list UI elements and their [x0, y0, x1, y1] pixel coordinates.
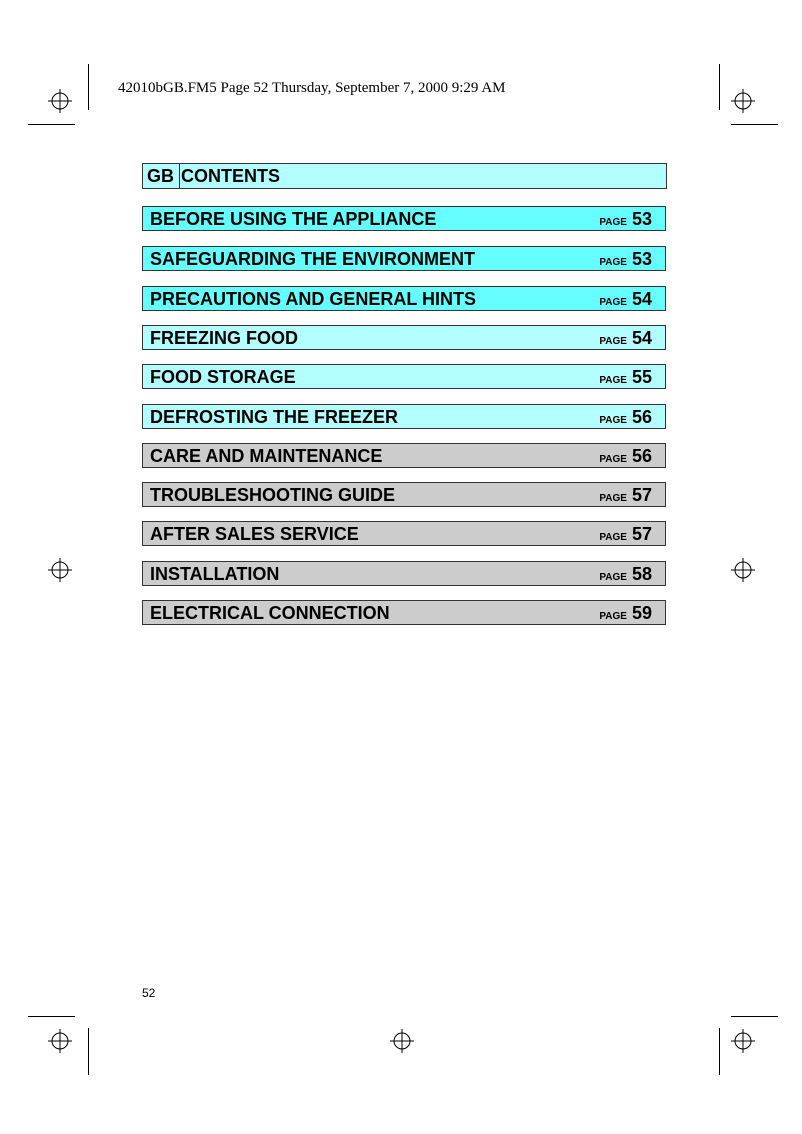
footer-page-number: 52 [142, 986, 156, 1000]
toc-entry-page [599, 484, 652, 510]
registration-mark-icon [731, 558, 755, 582]
toc-entry[interactable] [142, 404, 666, 429]
page-number: 55 [631, 367, 652, 387]
toc-entry-page [599, 563, 652, 589]
toc-entry[interactable] [142, 206, 666, 231]
toc-entry-title: BEFORE USING THE APPLIANCE [150, 209, 437, 229]
toc-entry[interactable] [142, 443, 666, 468]
toc-entry-title: SAFEGUARDING THE ENVIRONMENT [150, 249, 476, 269]
contents-heading-bar [142, 163, 667, 189]
toc-entry[interactable] [142, 600, 666, 625]
crop-mark-top-left-vertical [88, 64, 89, 110]
toc-entry-title: FREEZING FOOD [150, 328, 298, 348]
language-code-box: GB [143, 164, 180, 188]
crop-mark-bottom-right-vertical [719, 1028, 720, 1075]
page-label: PAGE [599, 493, 627, 504]
toc-entry-page [599, 602, 652, 628]
page-number: 56 [631, 446, 652, 466]
toc-entry-page [599, 327, 652, 353]
page-number: 53 [631, 249, 652, 269]
page-label: PAGE [599, 532, 627, 543]
crop-mark-bottom-left-horizontal [28, 1016, 75, 1017]
page-number: 53 [631, 209, 652, 229]
crop-mark-bottom-right-horizontal [731, 1016, 778, 1017]
registration-mark-icon [48, 558, 72, 582]
toc-entry[interactable] [142, 482, 666, 507]
page-number: 58 [631, 564, 652, 584]
registration-mark-icon [390, 1029, 414, 1053]
toc-entry-title: CARE AND MAINTENANCE [150, 446, 383, 466]
toc-entry-title: TROUBLESHOOTING GUIDE [150, 485, 396, 505]
page-number: 56 [631, 407, 652, 427]
toc-entry-title: FOOD STORAGE [150, 367, 296, 387]
registration-mark-icon [48, 1029, 72, 1053]
registration-mark-icon [731, 1029, 755, 1053]
page-number: 54 [631, 328, 652, 348]
page-label: PAGE [599, 572, 627, 583]
page-number: 57 [631, 485, 652, 505]
toc-entry-title: ELECTRICAL CONNECTION [150, 603, 390, 623]
registration-mark-icon [48, 89, 72, 113]
page-label: PAGE [599, 611, 627, 622]
toc-entry[interactable] [142, 246, 666, 271]
toc-entry-page [599, 366, 652, 392]
page-label: PAGE [599, 454, 627, 465]
toc-entry[interactable] [142, 364, 666, 389]
crop-mark-bottom-left-vertical [88, 1028, 89, 1075]
page-number: 57 [631, 524, 652, 544]
page-label: PAGE [599, 375, 627, 386]
page-label: PAGE [599, 217, 627, 228]
toc-entry-page [599, 248, 652, 274]
page-label: PAGE [599, 297, 627, 308]
toc-entry[interactable] [142, 325, 666, 350]
page-number: 54 [631, 289, 652, 309]
toc-entry-title: INSTALLATION [150, 564, 280, 584]
toc-entry-page [599, 523, 652, 549]
toc-entry-page [599, 208, 652, 234]
page-number: 59 [631, 603, 652, 623]
print-header-line: 42010bGB.FM5 Page 52 Thursday, September 7, 2000 9:29 AM [118, 80, 506, 96]
crop-mark-top-right-horizontal [731, 124, 778, 125]
crop-mark-top-right-vertical [719, 64, 720, 110]
page-label: PAGE [599, 336, 627, 347]
toc-entry-page [599, 445, 652, 471]
page-label: PAGE [599, 257, 627, 268]
contents-title: CONTENTS [181, 166, 280, 186]
toc-entry-page [599, 406, 652, 432]
toc-entry-page [599, 288, 652, 314]
toc-entry-title: DEFROSTING THE FREEZER [150, 407, 399, 427]
toc-entry[interactable] [142, 286, 666, 311]
toc-entry-title: PRECAUTIONS AND GENERAL HINTS [150, 289, 477, 309]
toc-entry[interactable] [142, 521, 666, 546]
toc-entry[interactable] [142, 561, 666, 586]
toc-entry-title: AFTER SALES SERVICE [150, 524, 359, 544]
registration-mark-icon [731, 89, 755, 113]
crop-mark-top-left-horizontal [28, 124, 75, 125]
page-label: PAGE [599, 415, 627, 426]
